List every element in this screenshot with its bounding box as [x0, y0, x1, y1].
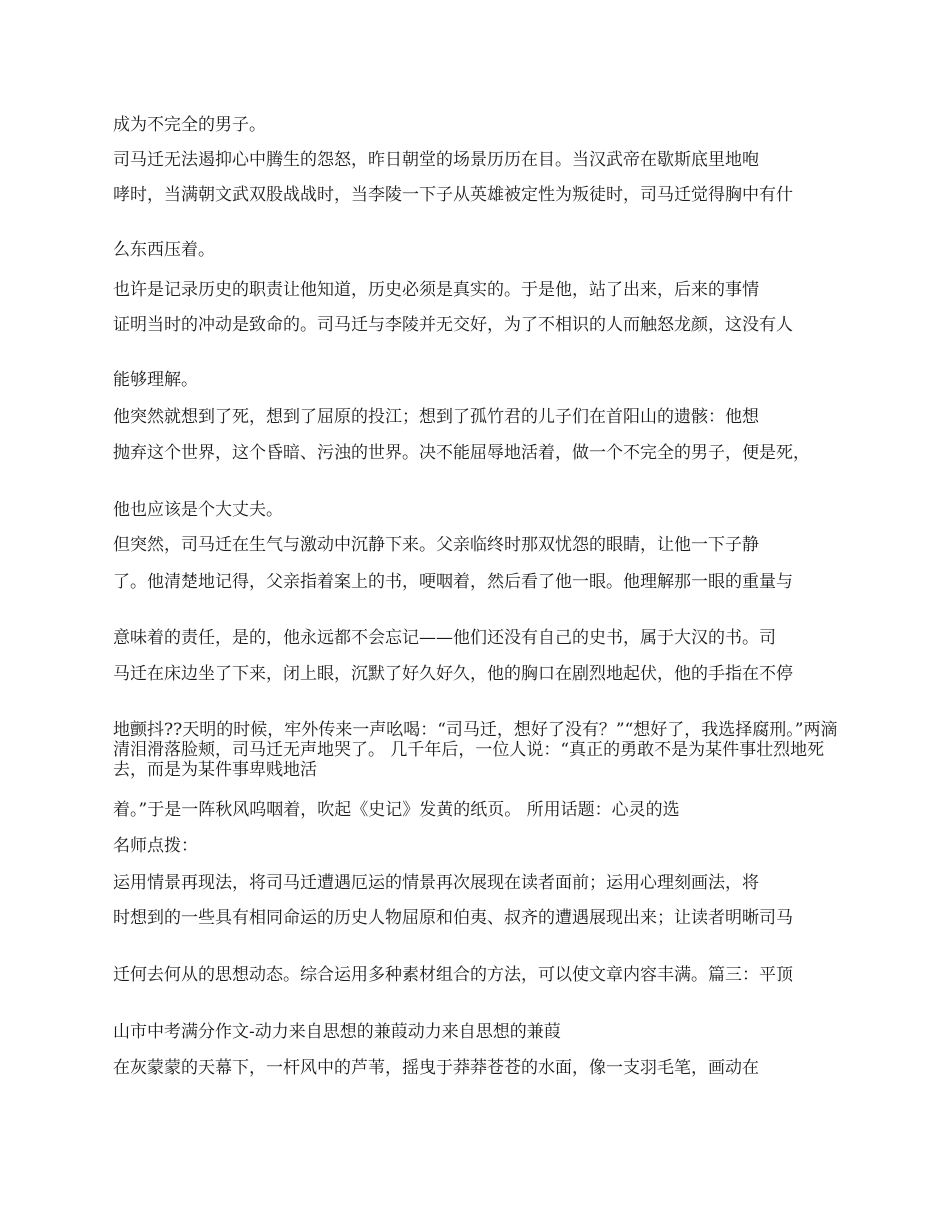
- text-line: 迁何去何从的思想动态。综合运用多种素材组合的方法，可以使文章内容丰满。篇三：平顶: [113, 965, 793, 985]
- text-line: 马迁在床边坐了下来，闭上眼，沉默了好久好久，他的胸口在剧烈地起伏，他的手指在不停: [113, 664, 793, 684]
- text-line: 地颤抖??天明的时候，牢外传来一声吆喝：“司马迁，想好了没有？”“想好了，我选择腐刑。”两滴清泪滑落脸颊，司马迁无声地哭了。 几千年后，一位人说：“真正的勇敢不是为某件事壮烈地死去，而是为某件事卑贱地活: [113, 720, 838, 780]
- text-line: 但突然，司马迁在生气与激动中沉静下来。父亲临终时那双忧怨的眼睛，让他一下子静: [113, 535, 759, 555]
- text-line: 名师点拨：: [113, 836, 198, 856]
- text-line: 证明当时的冲动是致命的。司马迁与李陵并无交好，为了不相识的人而触怒龙颜，这没有人: [113, 315, 793, 335]
- text-line: 么东西压着。: [113, 240, 215, 260]
- text-line: 意味着的责任，是的，他永远都不会忘记——他们还没有自己的史书，属于大汉的书。司: [113, 628, 776, 648]
- text-line: 着。”于是一阵秋风呜咽着，吹起《史记》发黄的纸页。 所用话题：心灵的选: [113, 800, 680, 820]
- text-line: 哮时，当满朝文武双股战战时，当李陵一下子从英雄被定性为叛徒时，司马迁觉得胸中有什: [113, 185, 793, 205]
- text-line: 运用情景再现法，将司马迁遭遇厄运的情景再次展现在读者面前；运用心理刻画法，将: [113, 873, 759, 893]
- text-line: 他突然就想到了死，想到了屈原的投江；想到了孤竹君的儿子们在首阳山的遗骸：他想: [113, 407, 759, 427]
- text-line: 能够理解。: [113, 370, 198, 390]
- text-line: 了。他清楚地记得，父亲指着案上的书，哽咽着，然后看了他一眼。他理解那一眼的重量与: [113, 572, 793, 592]
- text-line: 他也应该是个大丈夫。: [113, 500, 283, 520]
- text-line: 山市中考满分作文-动力来自思想的兼葭动力来自思想的兼葭: [113, 1022, 561, 1042]
- text-line: 司马迁无法遏抑心中腾生的怨怒，昨日朝堂的场景历历在目。当汉武帝在歇斯底里地咆: [113, 150, 759, 170]
- text-line: 在灰蒙蒙的天幕下，一杆风中的芦苇，摇曳于莽莽苍苍的水面，像一支羽毛笔，画动在: [113, 1058, 759, 1078]
- text-line: 成为不完全的男子。: [113, 115, 266, 135]
- text-line: 也许是记录历史的职责让他知道，历史必须是真实的。于是他，站了出来，后来的事情: [113, 280, 759, 300]
- text-line: 抛弃这个世界，这个昏暗、污浊的世界。决不能屈辱地活着，做一个不完全的男子，便是死，: [113, 443, 810, 463]
- text-line: 时想到的一些具有相同命运的历史人物屈原和伯夷、叔齐的遭遇展现出来；让读者明晰司马: [113, 908, 793, 928]
